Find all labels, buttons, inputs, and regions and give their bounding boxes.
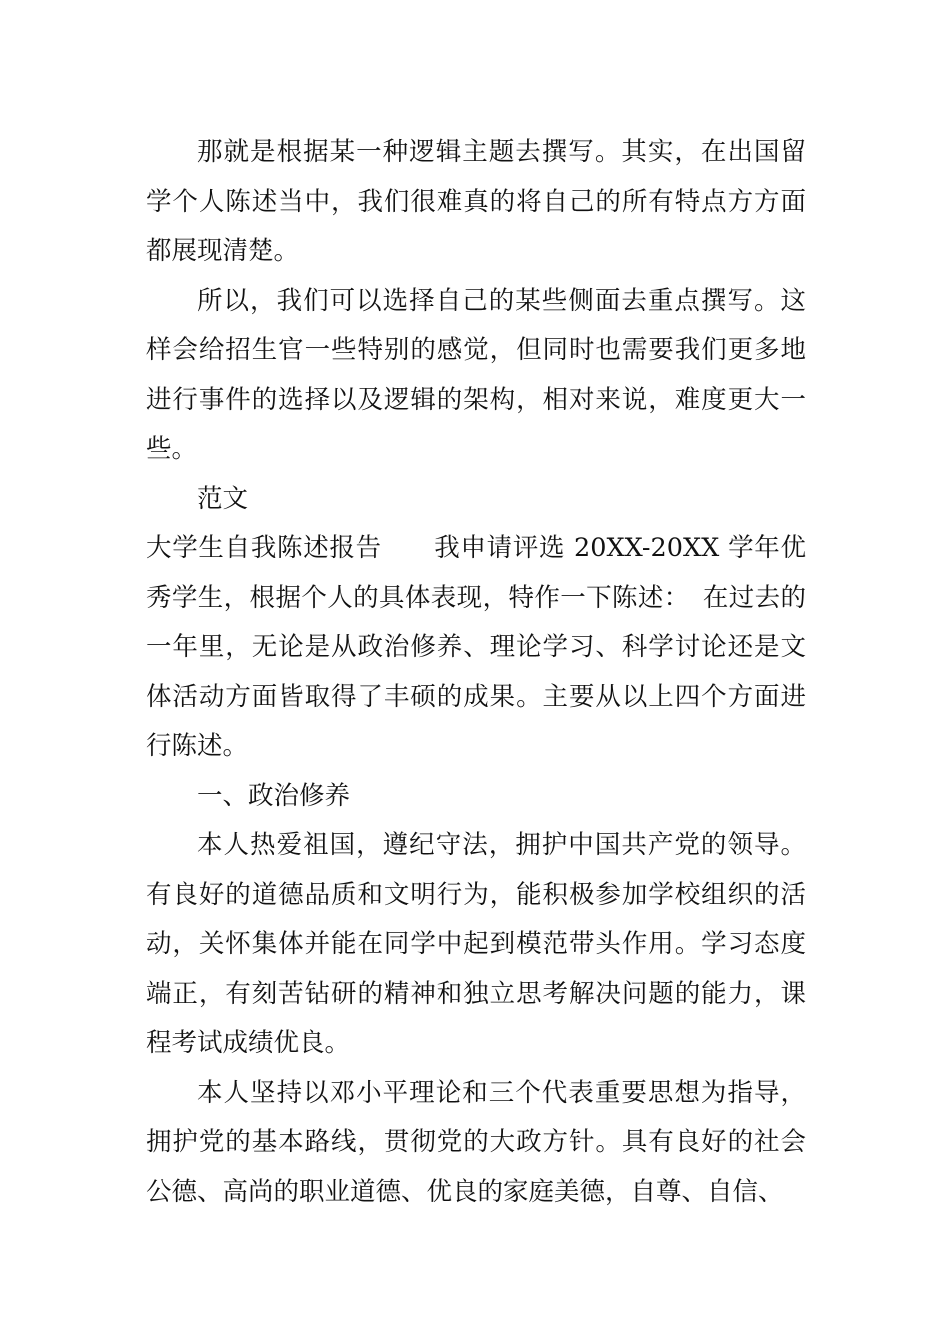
paragraph-select-aspects: 所以，我们可以选择自己的某些侧面去重点撰写。这样会给招生官一些特别的感觉，但同时也需要我们更多地进行事件的选择以及逻辑的架构，相对来说，难度更大一些。 bbox=[146, 285, 806, 464]
paragraph-report-intro: 大学生自我陈述报告 我申请评选 20XX-20XX 学年优秀学生，根据个人的具体表现，特作一下陈述： 在过去的一年里，无论是从政治修养、理论学习、科学讨论还是文体活动方面皆取得了丰硕的成果。主要从以上四个方面进行陈述。 bbox=[146, 533, 806, 761]
section-heading-political: 一、政治修养 bbox=[197, 780, 351, 811]
paragraph-political-conduct: 本人热爱祖国，遵纪守法，拥护中国共产党的领导。有良好的道德品质和文明行为，能积极参加学校组织的活动，关怀集体并能在同学中起到模范带头作用。学习态度端正，有刻苦钻研的精神和独立思考解决问题的能力，课程考试成绩优良。 bbox=[146, 830, 806, 1058]
paragraph-logic-theme: 那就是根据某一种逻辑主题去撰写。其实，在出国留学个人陈述当中，我们很难真的将自己的所有特点方方面都展现清楚。 bbox=[146, 137, 806, 266]
document-body bbox=[146, 128, 806, 1217]
section-label-sample: 范文 bbox=[197, 483, 249, 514]
paragraph-political-theory: 本人坚持以邓小平理论和三个代表重要思想为指导，拥护党的基本路线，贯彻党的大政方针。具有良好的社会公德、高尚的职业道德、优良的家庭美德，自尊、自信、 bbox=[146, 1077, 806, 1207]
